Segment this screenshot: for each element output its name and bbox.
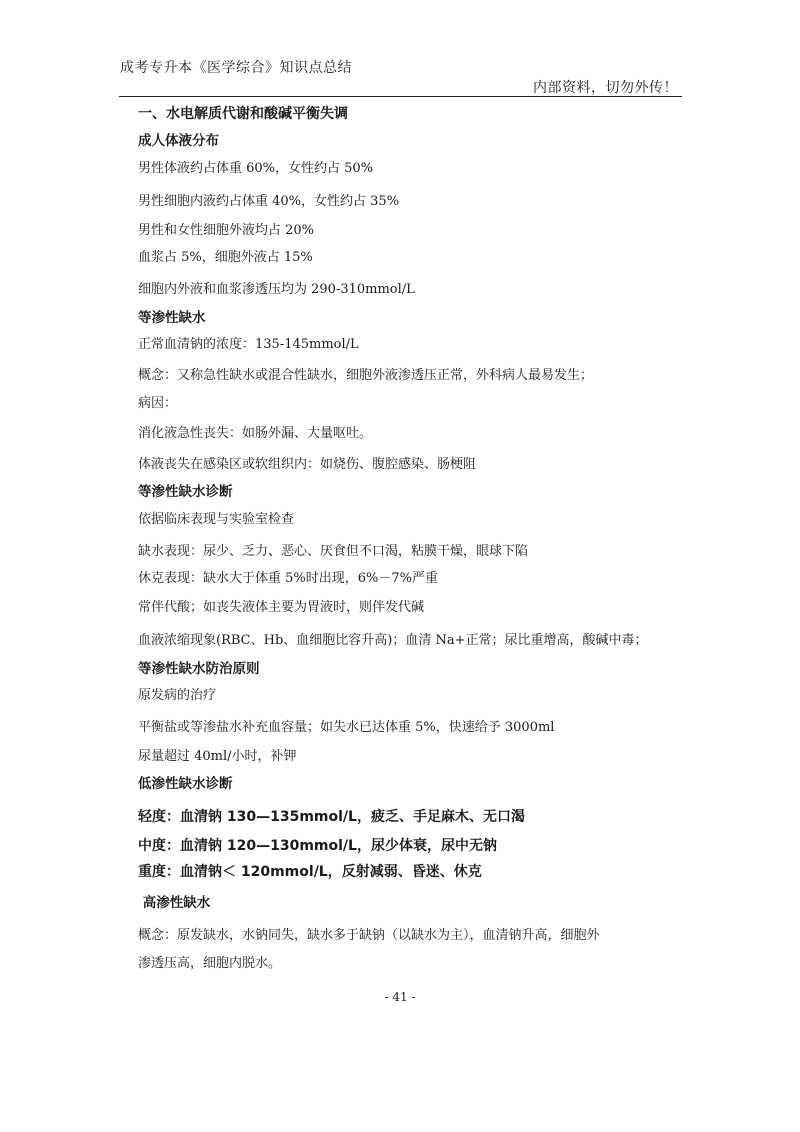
body-text: 细胞内外液和血浆渗透压均为 290-310mmol/L <box>138 282 415 297</box>
body-text: 尿量超过 40ml/小时，补钾 <box>138 749 297 764</box>
bold-text: 重度：血清钠＜ 120mmol/L，反射减弱、昏迷、休克 <box>138 864 482 880</box>
body-text: 概念：原发缺水，水钠同失，缺水多于缺钠（以缺水为主），血清钠升高，细胞外 <box>138 928 600 943</box>
body-text: 消化液急性丧失：如肠外漏、大量呕吐。 <box>138 426 373 441</box>
subheading: 成人体液分布 <box>138 133 219 149</box>
body-text: 病因： <box>138 396 178 411</box>
body-text: 正常血清钠的浓度：135-145mmol/L <box>138 337 359 352</box>
body-text: 休克表现：缺水大于体重 5%时出现，6%－7%严重 <box>138 571 439 586</box>
body-text: 男性细胞内液约占体重 40%，女性约占 35% <box>138 194 400 209</box>
subheading: 等渗性缺水诊断 <box>138 484 233 500</box>
body-text: 常伴代酸；如丧失液体主要为胃液时，则伴发代碱 <box>138 600 425 615</box>
body-text: 体液丧失在感染区或软组织内：如烧伤、腹腔感染、肠梗阻 <box>138 457 477 472</box>
subheading: 等渗性缺水防治原则 <box>138 661 260 677</box>
page-number: - 41 - <box>384 990 416 1004</box>
body-text: 概念：又称急性缺水或混合性缺水，细胞外液渗透压正常，外科病人最易发生； <box>138 368 594 383</box>
body-text: 血液浓缩现象(RBC、Hb、血细胞比容升高)；血清 Na+正常；尿比重增高，酸碱中毒； <box>138 633 648 648</box>
body-text: 依据临床表现与实验室检查 <box>138 512 295 527</box>
header-title: 成考专升本《医学综合》知识点总结 <box>120 60 352 76</box>
body-text: 血浆占 5%，细胞外液占 15% <box>138 250 313 265</box>
subheading: 高渗性缺水 <box>138 895 211 911</box>
bold-text: 中度：血清钠 120—130mmol/L，尿少体衰，尿中无钠 <box>138 838 497 854</box>
body-text: 男性和女性细胞外液均占 20% <box>138 223 315 238</box>
subheading: 等渗性缺水 <box>138 310 206 326</box>
header-confidential-note: 内部资料，切勿外传！ <box>533 80 678 96</box>
section-heading: 一、水电解质代谢和酸碱平衡失调 <box>138 106 348 122</box>
body-text: 缺水表现：尿少、乏力、恶心、厌食但不口渴，粘膜干燥，眼球下陷 <box>138 544 529 559</box>
body-text: 平衡盐或等渗盐水补充血容量；如失水已达体重 5%，快速给予 3000ml <box>138 720 555 735</box>
body-text: 渗透压高，细胞内脱水。 <box>138 956 282 971</box>
bold-text: 轻度：血清钠 130—135mmol/L，疲乏、手足麻木、无口渴 <box>138 809 525 825</box>
body-text: 原发病的治疗 <box>138 688 217 703</box>
body-text: 男性体液约占体重 60%，女性约占 50% <box>138 161 374 176</box>
subheading: 低渗性缺水诊断 <box>138 776 233 792</box>
